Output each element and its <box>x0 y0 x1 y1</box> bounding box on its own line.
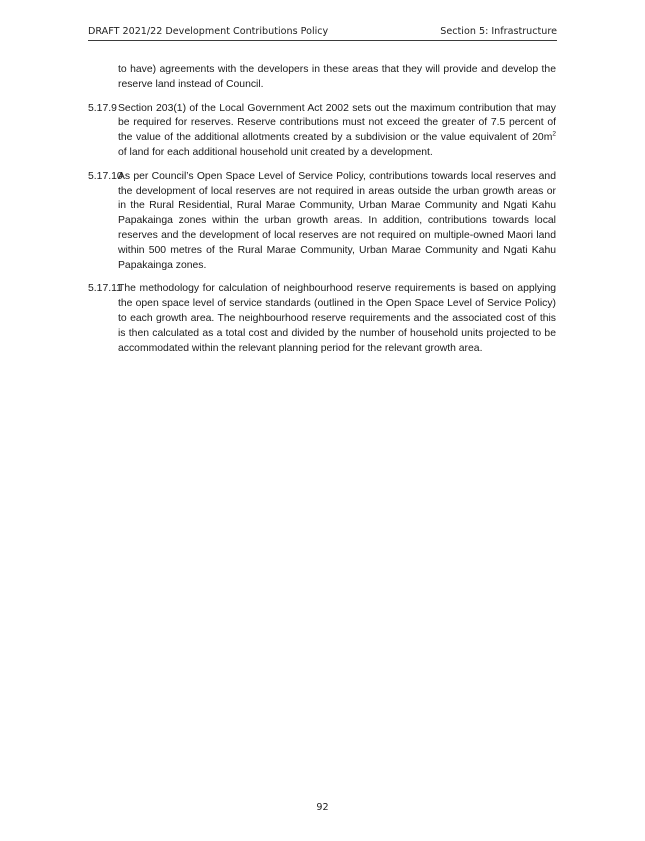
superscript: 2 <box>552 130 556 138</box>
page-number: 92 <box>316 802 329 813</box>
section-title: Section 5: Infrastructure <box>440 26 557 37</box>
clause-number: 5.17.10 <box>88 170 123 182</box>
clause-5-17-10 <box>88 170 556 274</box>
clause-5-17-11 <box>88 282 556 356</box>
clause-text: As per Council’s Open Space Level of Service Policy, contributions towards local reserves and the development of local reserves are not required in areas outside the urban growth areas or in the Rural Residential, Rural Marae Community, Urban Marae Community and Ngati Kahu Papakainga zones within the urban growth areas. In addition, contributions towards local reserves and the development of local reserves are not required on multiple-owned Maori land within 500 metres of the Rural Marae Community, Urban Marae Community and Ngati Kahu Papakainga zones. <box>118 170 556 271</box>
continued-paragraph: to have) agreements with the developers in these areas that they will provide and develop the reserve land instead of Council. <box>118 64 556 90</box>
document-body <box>88 63 556 365</box>
clause-text-end: of land for each additional household unit created by a development. <box>118 146 433 158</box>
clause-number: 5.17.11 <box>88 283 122 295</box>
clause-number: 5.17.9 <box>88 102 117 114</box>
clause-text <box>118 103 556 158</box>
page-header <box>88 26 557 41</box>
clause-text-main: Section 203(1) of the Local Government Act 2002 sets out the maximum contribution that may be required for reserves. Reserve contributions must not exceed the greater of 7.5 percent of the value of the additional allotments created by a subdivision or the value equivalent of 20m <box>118 102 556 144</box>
clause-text: The methodology for calculation of neighbourhood reserve requirements is based on applying the open space level of service standards (outlined in the Open Space Level of Service Policy) to each growth area. The neighbourhood reserve requirements and the associated cost of this is then calculated as a total cost and divided by the number of household units projected to be accommodated within the relevant planning period for the relevant growth area. <box>118 283 556 354</box>
document-title: DRAFT 2021/22 Development Contributions Policy <box>88 26 329 37</box>
clause-5-17-9 <box>88 102 556 161</box>
